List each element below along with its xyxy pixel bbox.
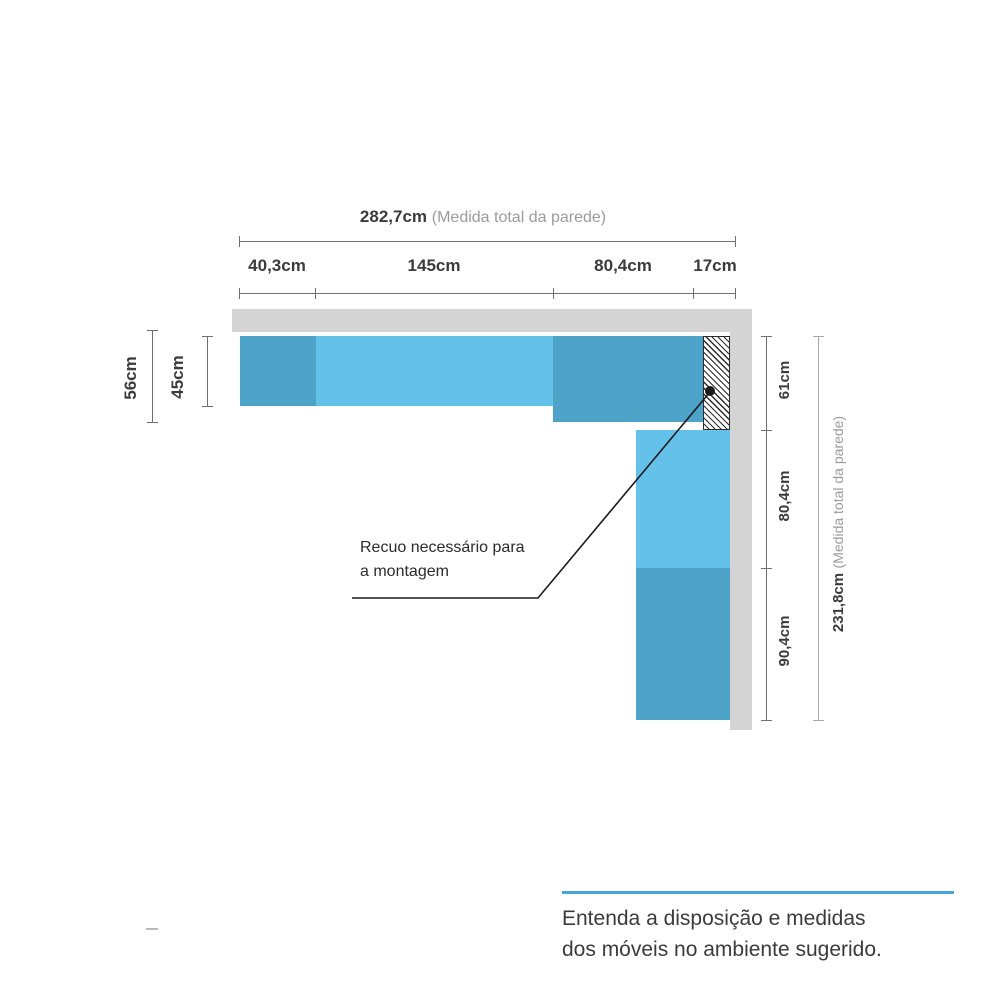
footer-line-1: Entenda a disposição e medidas	[562, 907, 866, 930]
left-dimension-45-label: 45cm	[168, 355, 187, 399]
right-total-tick-top	[813, 336, 824, 337]
right-segment-label-2: 80,4cm	[776, 470, 793, 522]
right-total-dimension-line	[818, 336, 819, 720]
left-dim-56-tick-top	[147, 330, 158, 331]
top-total-tick-right	[735, 236, 736, 247]
right-segment-label-1: 61cm	[776, 360, 793, 400]
right-seg-tick-3	[761, 720, 772, 721]
top-segment-label-1: 40,3cm	[248, 256, 306, 275]
callout-line-1: Recuo necessário para	[360, 539, 525, 556]
right-total-value: 231,8cm	[830, 572, 847, 633]
right-total-tick-bottom	[813, 720, 824, 721]
wall-right	[730, 309, 752, 730]
footer-accent-rule	[562, 891, 954, 894]
top-segment-tick-0	[239, 288, 240, 299]
decorative-dash	[146, 928, 158, 930]
right-total-dimension-label	[826, 336, 852, 720]
right-seg-tick-1	[761, 430, 772, 431]
right-segment-label-3: 90,4cm	[776, 615, 793, 667]
right-seg-tick-2	[761, 568, 772, 569]
top-total-dimension-label	[236, 207, 730, 227]
callout-line-2: a montagem	[360, 563, 449, 580]
wall-top	[232, 309, 742, 332]
furniture-top-left	[240, 336, 316, 406]
top-total-value: 282,7cm	[359, 207, 428, 226]
top-segments-dimension-line	[239, 293, 735, 294]
top-segment-tick-4	[735, 288, 736, 299]
top-total-note: (Medida total da parede)	[431, 209, 607, 226]
left-dim-56-tick-bottom	[147, 422, 158, 423]
right-seg-tick-0	[761, 336, 772, 337]
left-dimension-45-line	[207, 336, 208, 406]
top-segment-label-3: 80,4cm	[594, 256, 652, 275]
top-segment-tick-1	[315, 288, 316, 299]
right-total-note: (Medida total da parede)	[830, 415, 846, 569]
top-segment-tick-2	[553, 288, 554, 299]
top-segment-tick-3	[693, 288, 694, 299]
footer-line-2: dos móveis no ambiente sugerido.	[562, 938, 882, 961]
top-total-dimension-line	[239, 241, 735, 242]
top-segment-label-2: 145cm	[407, 256, 461, 275]
footer-caption	[562, 903, 882, 965]
left-dim-45-tick-top	[202, 336, 213, 337]
right-segments-dimension-line	[766, 336, 767, 720]
callout-text	[360, 536, 525, 584]
top-total-tick-left	[239, 236, 240, 247]
left-dim-45-tick-bottom	[202, 406, 213, 407]
left-dimension-56-label: 56cm	[121, 356, 140, 400]
left-dimension-56-line	[152, 330, 153, 422]
top-segment-label-4: 17cm	[693, 256, 737, 275]
callout-anchor-dot	[705, 386, 715, 396]
